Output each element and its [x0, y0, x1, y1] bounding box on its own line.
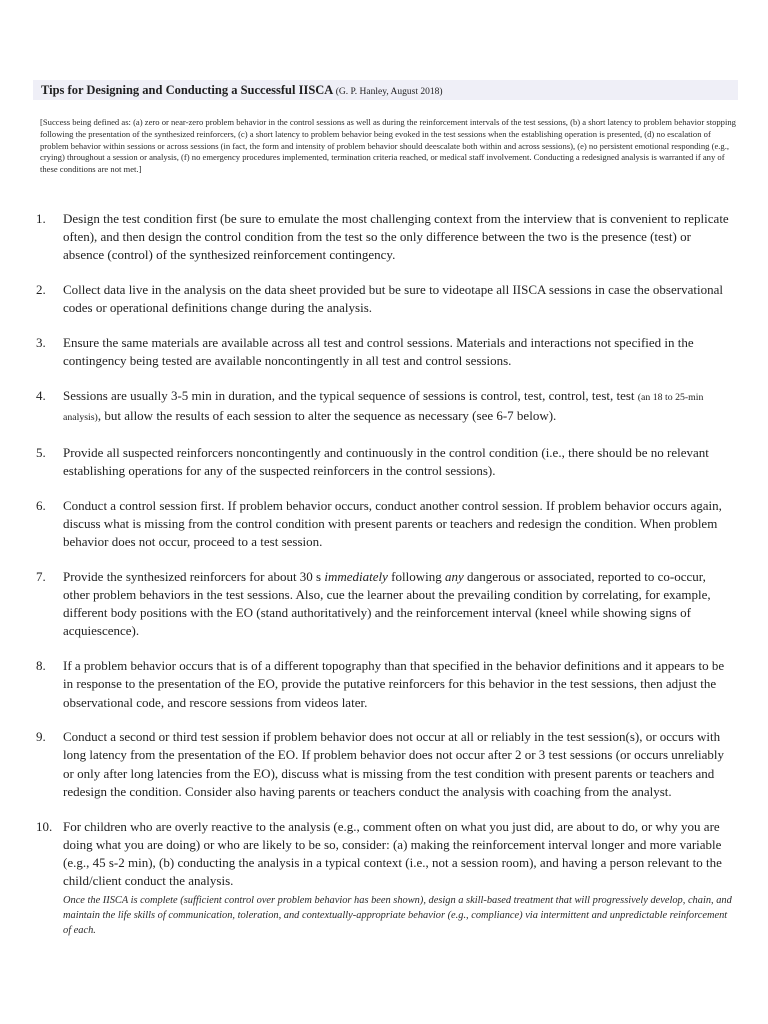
tip-text-emphasis: immediately	[324, 568, 388, 584]
tip-item-5	[36, 444, 732, 480]
tip-number: 7.	[36, 568, 46, 584]
tip-item-6	[36, 497, 732, 552]
tip-text: If a problem behavior occurs that is of a different topography than that specified in the behavior definitions and it appears to be in response to the presentation of the EO, provide the putative reinforcers for this behavior in the test sessions, then adjust the observational code, and rescore sessions from videos later.	[63, 658, 725, 710]
tip-number: 4.	[36, 387, 46, 403]
document-title	[41, 83, 731, 98]
success-criteria-paragraph: [Success being defined as: (a) zero or near-zero problem behavior in the control sessions as well as during the reinforcement intervals of the test sessions, (b) a short latency to problem behavior stopping following the presentation of the synthesized reinforcers, (c) a short latency to problem behavior being evoked in the test sessions when the establishing operation is presented, (d) no escalation of problem behavior within sessions or across sessions (in fact, the form and intensity of problem behavior should deescalate both within and across sessions), (e) no persistent emotional responding (e.g., crying) throughout a session or analysis, (f) no emergency procedures implemented, termination criteria reached, or medical staff involvement. Conducting a redesigned analysis is warranted if any of these conditions are not met.]	[40, 117, 736, 175]
tip-number: 2.	[36, 282, 46, 298]
tip-text-part: dangerous or associated, reported to co-occur, other problem behaviors in the test sessions. Also, cue the learner about the prevailing condition by correlating, for example, different body positions with the EO (stand authoritatively) and the reinforcement interval (kneel while showing signs of acquiescence).	[63, 568, 711, 639]
tips-list	[36, 210, 732, 938]
tip-number: 1.	[36, 211, 46, 226]
tip-text: For children who are overly reactive to the analysis (e.g., comment often on what you just did, are about to do, or why you are doing what you are doing) or who are likely to be so, consider: (a) making the reinforcement interval longer and more variable (e.g., 45 s-2 min), (b) conducting the analysis in a typical context (i.e., not a session room), and having a person relevant to the child/client conduct the analysis.	[63, 818, 722, 889]
tip-text-small: (an 18 to 25-min analysis)	[63, 391, 704, 424]
tip-item-1	[36, 210, 732, 265]
tip-text-part: following	[387, 568, 445, 584]
tip-item-7	[36, 568, 732, 641]
tip-number: 10.	[36, 818, 53, 834]
tip-text-part: Sessions are usually 3-5 min in duration, and the typical sequence of sessions is control, test, control, test, test	[63, 387, 638, 403]
tip-text	[63, 387, 732, 427]
tip-item-3	[36, 334, 732, 370]
tip-text: Design the test condition first (be sure to emulate the most challenging context from the interview that is convenient to replicate often), and then design the control condition from the test so the only difference between the two is the presence (test) or absence (control) of the synthesized reinforcement contingency.	[63, 211, 729, 263]
tip-text-emphasis: any	[444, 568, 464, 584]
tip-text: Provide all suspected reinforcers noncontingently and continuously in the control condition (i.e., there should be no relevant establishing operations for any of the suspected reinforcers in the control sessions).	[63, 444, 709, 479]
tip-text: Conduct a second or third test session if problem behavior does not occur at all or reliably in the test session(s), or occurs with long latency from the presentation of the EO. If problem behavior does not occur after 2 or 3 test sessions (or occurs unreliably or only after long latencies from the EO), discuss what is missing from the test condition with present parents or teachers and redesign the condition. Consider also having parents or teachers conduct the analysis with coaching from the analyst.	[63, 729, 724, 799]
tip-number: 6.	[36, 497, 46, 513]
tip-text: Ensure the same materials are available across all test and control sessions. Materials and interactions not specified in the contingency being tested are available noncontingently in all test and control sessions.	[63, 335, 694, 369]
title-text: Tips for Designing and Conducting a Successful IISCA	[41, 83, 333, 97]
tip-item-9	[36, 728, 732, 801]
tip-number: 5.	[36, 444, 46, 460]
tip-text: Collect data live in the analysis on the data sheet provided but be sure to videotape all IISCA sessions in case the observational codes or operational definitions change during the analysis.	[63, 282, 723, 316]
tip-text	[63, 568, 732, 641]
tip-item-4	[36, 387, 732, 427]
tip-text-part: , but allow the results of each session to alter the sequence as necessary (see 6-7 below).	[97, 408, 557, 424]
author-date: (G. P. Hanley, August 2018)	[335, 87, 443, 97]
tip-number: 8.	[36, 658, 46, 674]
tip-item-10	[36, 818, 732, 891]
tip-text-part: Provide the synthesized reinforcers for about 30 s	[63, 568, 325, 584]
closing-note: Once the IISCA is complete (sufficient control over problem behavior has been shown), design a skill-based treatment that will progressively develop, chain, and maintain the life skills of communication, toleration, and contextually-appropriate behavior (e.g., compliance) via intermittent and unpredictable reinforcement of each.	[63, 895, 732, 936]
tip-number: 3.	[36, 335, 46, 351]
tip-item-8	[36, 657, 732, 712]
tip-text: Conduct a control session first. If problem behavior occurs, conduct another control session. If problem behavior occurs again, discuss what is missing from the control condition with present parents or teachers and redesign the condition. When problem behavior does not occur, proceed to a test session.	[63, 497, 722, 550]
tip-item-2	[36, 281, 732, 317]
tip-number: 9.	[36, 729, 46, 745]
